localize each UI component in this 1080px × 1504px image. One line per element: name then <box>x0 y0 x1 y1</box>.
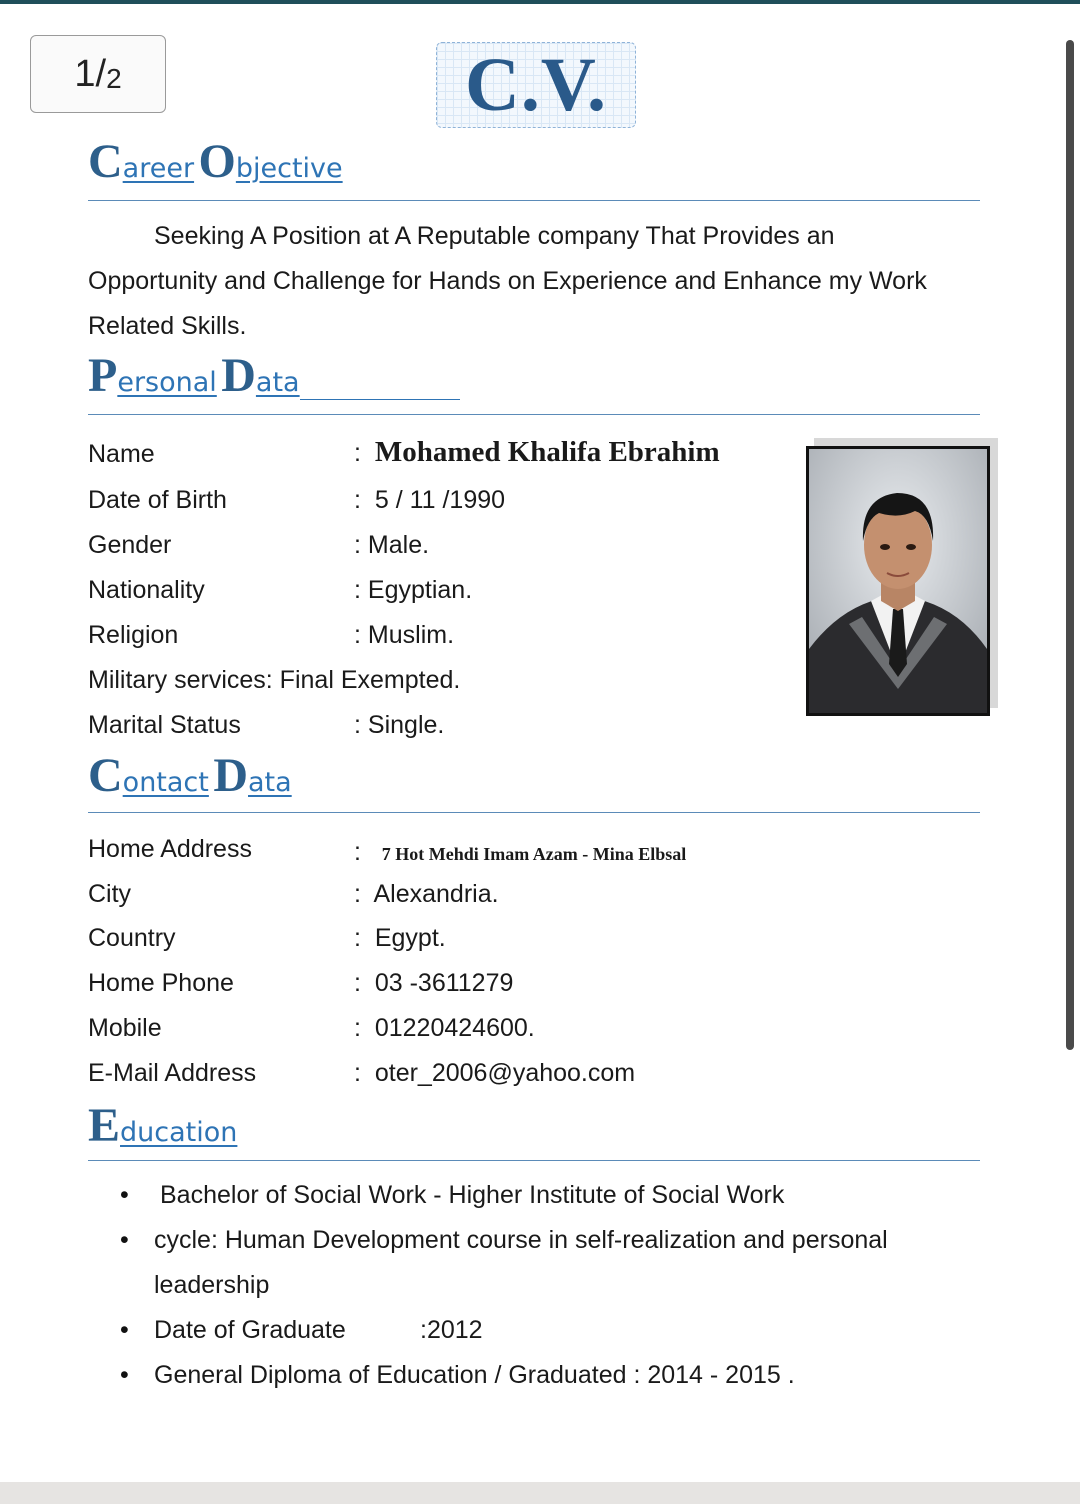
education-item-1: Bachelor of Social Work - Higher Institute of Social Work <box>160 1181 785 1209</box>
contact-data-heading <box>88 748 292 803</box>
bullet-icon: • <box>120 1361 129 1389</box>
gender-value: : Male. <box>354 531 430 559</box>
heading-rest: ata <box>255 367 300 398</box>
section-divider <box>88 414 980 415</box>
phone-value: : 03 -3611279 <box>354 969 514 997</box>
education-heading <box>88 1098 237 1153</box>
section-divider <box>88 1160 980 1161</box>
mobile-label: Mobile <box>88 1014 162 1042</box>
nationality-value-text: Egyptian. <box>367 576 473 604</box>
gender-value-text: Male. <box>367 531 430 559</box>
heading-rest: ducation <box>120 1117 238 1148</box>
scrollbar[interactable] <box>1066 40 1074 1050</box>
name-value-text: Mohamed Khalifa Ebrahim <box>374 436 720 468</box>
heading-cap: E <box>88 1099 121 1152</box>
address-value: : 7 Hot Mehdi Imam Azam - Mina Elbsal <box>354 838 687 866</box>
marital-label: Marital Status <box>88 711 241 739</box>
name-value: : Mohamed Khalifa Ebrahim <box>354 436 720 468</box>
page-current: 1 <box>74 52 96 95</box>
career-objective-heading <box>88 134 343 189</box>
page-total: 2 <box>106 63 122 94</box>
email-label: E-Mail Address <box>88 1059 257 1087</box>
education-item-4: General Diploma of Education / Graduated : 2014 - 2015 . <box>154 1361 795 1389</box>
career-objective-text: Seeking A Position at A Reputable company That Provides an Opportunity and Challenge for Hands on Experience and Enhance my Work Related Skills. <box>88 222 927 340</box>
heading-cap: C <box>88 135 123 188</box>
marital-value: : Single. <box>354 711 445 739</box>
heading-rest: areer <box>122 153 195 184</box>
heading-rest: ersonal <box>117 367 217 398</box>
city-value: : Alexandria. <box>354 880 499 908</box>
heading-cap: D <box>221 349 256 402</box>
marital-value-text: Single. <box>367 711 445 739</box>
religion-value-text: Muslim. <box>367 621 455 649</box>
personal-data-heading <box>88 348 300 403</box>
heading-rest: ata <box>248 767 292 798</box>
heading-rest: ontact <box>122 767 209 798</box>
heading-rest: bjective <box>235 153 343 184</box>
cv-title: C.V. <box>465 43 607 127</box>
education-item-3-label: Date of Graduate <box>154 1316 346 1344</box>
heading-cap: D <box>213 749 248 802</box>
bullet-icon: • <box>120 1226 129 1254</box>
city-value-text: Alexandria. <box>373 880 499 908</box>
viewer-bottom-bar <box>0 1482 1080 1504</box>
phone-label: Home Phone <box>88 969 234 997</box>
education-item-3-value: :2012 <box>420 1316 483 1344</box>
education-item-2-continued: leadership <box>154 1271 270 1299</box>
phone-value-text: 03 -3611279 <box>374 969 514 997</box>
country-value-text: Egypt. <box>374 924 446 952</box>
address-label: Home Address <box>88 835 252 863</box>
section-divider <box>88 200 980 201</box>
address-value-text: 7 Hot Mehdi Imam Azam - Mina Elbsal <box>381 844 687 864</box>
heading-underline-extension <box>300 399 460 400</box>
bullet-icon: • <box>120 1181 129 1209</box>
nationality-value: : Egyptian. <box>354 576 473 604</box>
religion-value: : Muslim. <box>354 621 455 649</box>
military-line: Military services: Final Exempted. <box>88 666 461 694</box>
email-value: : oter_2006@yahoo.com <box>354 1059 636 1087</box>
gender-label: Gender <box>88 531 172 559</box>
email-value-text: oter_2006@yahoo.com <box>374 1059 636 1087</box>
heading-cap: C <box>88 749 123 802</box>
heading-cap: O <box>198 135 236 188</box>
window-top-border <box>0 0 1080 4</box>
cv-title-box <box>436 42 636 128</box>
education-item-2: cycle: Human Development course in self-realization and personal <box>154 1226 888 1254</box>
heading-cap: P <box>88 349 118 402</box>
dob-value-text: 5 / 11 /1990 <box>374 486 506 514</box>
page-indicator[interactable] <box>30 35 166 113</box>
page-separator: / <box>95 52 107 95</box>
bullet-icon: • <box>120 1316 129 1344</box>
country-value: : Egypt. <box>354 924 446 952</box>
name-label: Name <box>88 440 155 468</box>
section-divider <box>88 812 980 813</box>
city-label: City <box>88 880 132 908</box>
mobile-value: : 01220424600. <box>354 1014 535 1042</box>
dob-value: : 5 / 11 /1990 <box>354 486 506 514</box>
dob-label: Date of Birth <box>88 486 227 514</box>
nationality-label: Nationality <box>88 576 205 604</box>
profile-photo-image <box>809 449 987 713</box>
religion-label: Religion <box>88 621 179 649</box>
profile-photo <box>806 446 990 716</box>
mobile-value-text: 01220424600. <box>374 1014 535 1042</box>
country-label: Country <box>88 924 176 952</box>
